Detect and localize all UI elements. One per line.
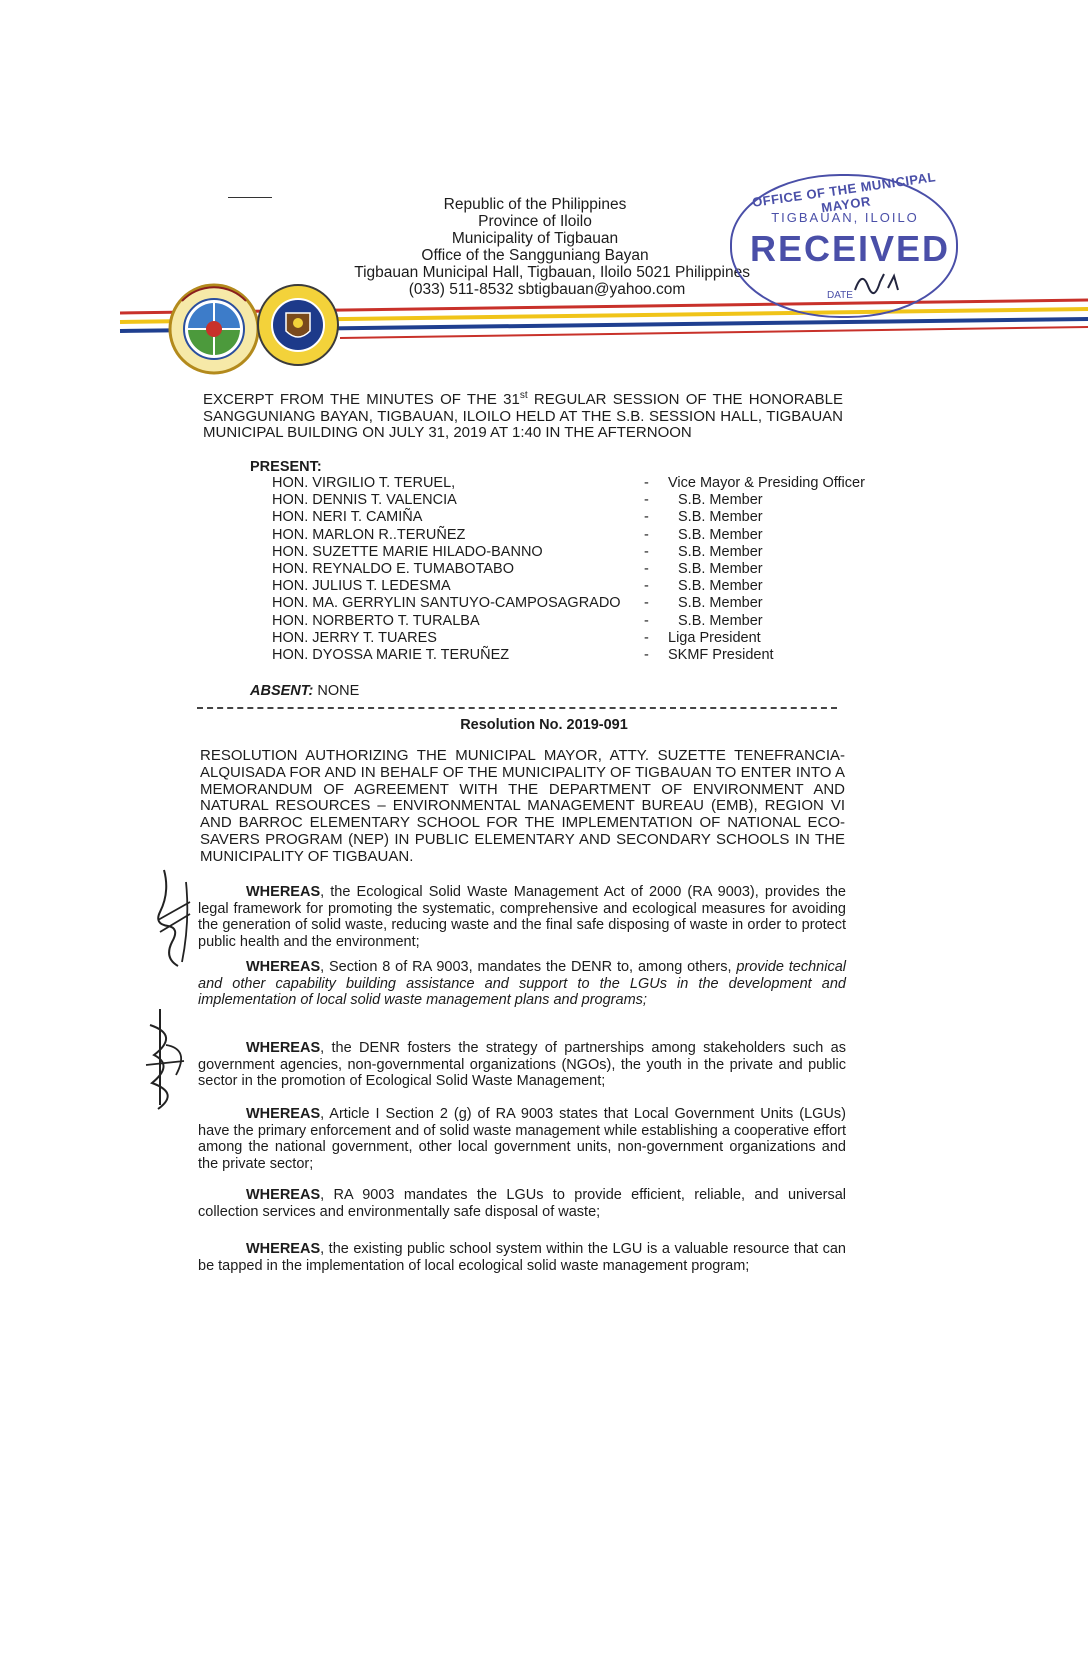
member-dash: - — [644, 561, 649, 577]
separator — [197, 707, 837, 709]
stamp-place: TIGBAUAN, ILOILO — [771, 210, 919, 225]
member-role: Vice Mayor & Presiding Officer — [668, 475, 865, 491]
member-role: SKMF President — [668, 647, 774, 663]
header-address: Tigbauan Municipal Hall, Tigbauan, Iloilo 5021 Philippines — [354, 264, 750, 281]
member-role: S.B. Member — [678, 526, 763, 543]
present-list — [272, 475, 912, 665]
member-name: HON. MA. GERRYLIN SANTUYO-CAMPOSAGRADO — [272, 595, 621, 612]
whereas-lead: WHEREAS — [246, 1187, 321, 1203]
received-stamp — [730, 170, 960, 320]
excerpt-heading: EXCERPT FROM THE MINUTES OF THE 31st REGULAR SESSION OF THE HONORABLE SANGGUNIANG BAYAN, TIGBAUAN, ILOILO HELD AT THE S.B. SESSION HALL, TIGBAUAN MUNICIPAL BUILDING ON JULY 31, 2019 AT 1:40 IN THE AFTERNOON — [203, 390, 843, 441]
whereas-lead: WHEREAS — [246, 959, 321, 975]
present-member-row — [272, 527, 912, 544]
member-dash: - — [644, 629, 649, 646]
whereas-text: , Section 8 of RA 9003, mandates the DENR to, among others, — [320, 959, 737, 975]
municipality-seal — [168, 283, 260, 375]
member-role: S.B. Member — [678, 543, 763, 560]
present-member-row — [272, 647, 912, 664]
member-role: S.B. Member — [678, 612, 763, 629]
member-name: HON. REYNALDO E. TUMABOTABO — [272, 561, 514, 577]
present-member-row — [272, 544, 912, 561]
member-name: HON. NERI T. CAMIÑA — [272, 509, 423, 526]
member-dash: - — [644, 595, 649, 612]
member-role: S.B. Member — [678, 492, 763, 509]
stamp-initials — [850, 268, 910, 298]
member-role: S.B. Member — [678, 509, 763, 526]
present-member-row — [272, 509, 912, 526]
whereas-clause — [198, 1187, 846, 1220]
whereas-clause — [198, 1106, 846, 1172]
member-name: HON. NORBERTO T. TURALBA — [272, 612, 480, 629]
whereas-italic: provide technical and other capability building assistance and support to the LGUs in the development and implementation of local solid waste management plans and programs; — [198, 959, 846, 1008]
member-name: HON. JERRY T. TUARES — [272, 629, 437, 646]
member-name: HON. MARLON R..TERUÑEZ — [272, 526, 466, 543]
whereas-clause — [198, 1040, 846, 1090]
header-office: Office of the Sangguniang Bayan — [421, 247, 649, 264]
member-role: S.B. Member — [678, 595, 763, 612]
whereas-lead: WHEREAS — [246, 1241, 321, 1257]
resolution-title: RESOLUTION AUTHORIZING THE MUNICIPAL MAYOR, ATTY. SUZETTE TENEFRANCIA-ALQUISADA FOR AND IN BEHALF OF THE MUNICIPALITY OF TIGBAUAN TO ENTER INTO A MEMORANDUM OF AGREEMENT WITH THE DEPARTMENT OF ENVIRONMENT AND NATURAL RESOURCES – ENVIRONMENTAL MANAGEMENT BUREAU (EMB), REGION VI AND BARROC ELEMENTARY SCHOOL FOR THE IMPLEMENTATION OF NATIONAL ECO-SAVERS PROGRAM (NEP) IN PUBLIC ELEMENTARY AND SECONDARY SCHOOLS IN THE MUNICIPALITY OF TIGBAUAN. — [200, 747, 845, 865]
stamp-received: RECEIVED — [750, 228, 951, 269]
member-role: Liga President — [668, 629, 761, 646]
member-name: HON. JULIUS T. LEDESMA — [272, 578, 451, 595]
member-role: S.B. Member — [678, 578, 763, 595]
member-dash: - — [644, 475, 649, 491]
stamp-office: OFFICE OF THE MUNICIPAL MAYOR — [751, 169, 937, 216]
header-country: Republic of the Philippines — [443, 196, 627, 213]
member-dash: - — [644, 578, 649, 595]
member-name: HON. DYOSSA MARIE T. TERUÑEZ — [272, 647, 510, 663]
member-dash: - — [644, 509, 649, 526]
header-contact: (033) 511-8532 sbtigbauan@yahoo.com — [408, 281, 686, 298]
member-dash: - — [644, 647, 649, 663]
whereas-text: , Article I Section 2 (g) of RA 9003 states that Local Government Units (LGUs) have the primary enforcement and of solid waste management while establishing a cooperative effort among the national government, other local government units, non-government organizations and the private sector; — [198, 1106, 846, 1172]
whereas-clause — [198, 959, 846, 1009]
member-dash: - — [644, 526, 649, 543]
present-label: PRESENT: — [250, 459, 322, 475]
present-member-row — [272, 630, 912, 647]
present-member-row — [272, 492, 912, 509]
member-role: S.B. Member — [678, 561, 763, 577]
header-municipality: Municipality of Tigbauan — [451, 230, 619, 247]
member-dash: - — [644, 612, 649, 629]
absent-line: ABSENT: NONE — [250, 683, 360, 699]
member-name: HON. VIRGILIO T. TERUEL, — [272, 475, 456, 491]
resolution-number: Resolution No. 2019-091 — [460, 717, 628, 733]
whereas-clause — [198, 1241, 846, 1274]
whereas-text: , the existing public school system within the LGU is a valuable resource that can be tapped in the implementation of local ecological solid waste management program; — [198, 1241, 846, 1274]
whereas-text: , RA 9003 mandates the LGUs to provide efficient, reliable, and universal collection services and environmentally safe disposal of waste; — [198, 1187, 846, 1220]
member-dash: - — [644, 543, 649, 560]
present-member-row — [272, 595, 912, 612]
whereas-lead: WHEREAS — [246, 1106, 321, 1122]
present-member-row — [272, 561, 912, 578]
sangguniang-seal — [256, 283, 340, 367]
whereas-text: , the Ecological Solid Waste Management Act of 2000 (RA 9003), provides the legal framework for promoting the systematic, comprehensive and ecological measures for avoiding the generation of solid waste, reducing waste and the final safe disposing of waste in order to protect public health and the environment; — [198, 884, 846, 950]
present-member-row — [272, 475, 912, 492]
header-province: Province of Iloilo — [478, 213, 592, 230]
margin-signature-1 — [150, 862, 200, 972]
stamp-date-label: DATE — [827, 290, 853, 301]
present-member-row — [272, 578, 912, 595]
present-member-row — [272, 613, 912, 630]
whereas-text: , the DENR fosters the strategy of partnerships among stakeholders such as government agencies, non-governmental organizations (NGOs), the youth in the private and public sector in the promotion of Ecological Solid Waste Management; — [198, 1040, 846, 1089]
whereas-lead: WHEREAS — [246, 884, 321, 900]
member-name: HON. SUZETTE MARIE HILADO-BANNO — [272, 543, 543, 560]
member-name: HON. DENNIS T. VALENCIA — [272, 492, 457, 509]
whereas-lead: WHEREAS — [246, 1040, 321, 1056]
whereas-clause — [198, 884, 846, 950]
margin-signature-2 — [140, 1005, 200, 1115]
member-dash: - — [644, 492, 649, 509]
